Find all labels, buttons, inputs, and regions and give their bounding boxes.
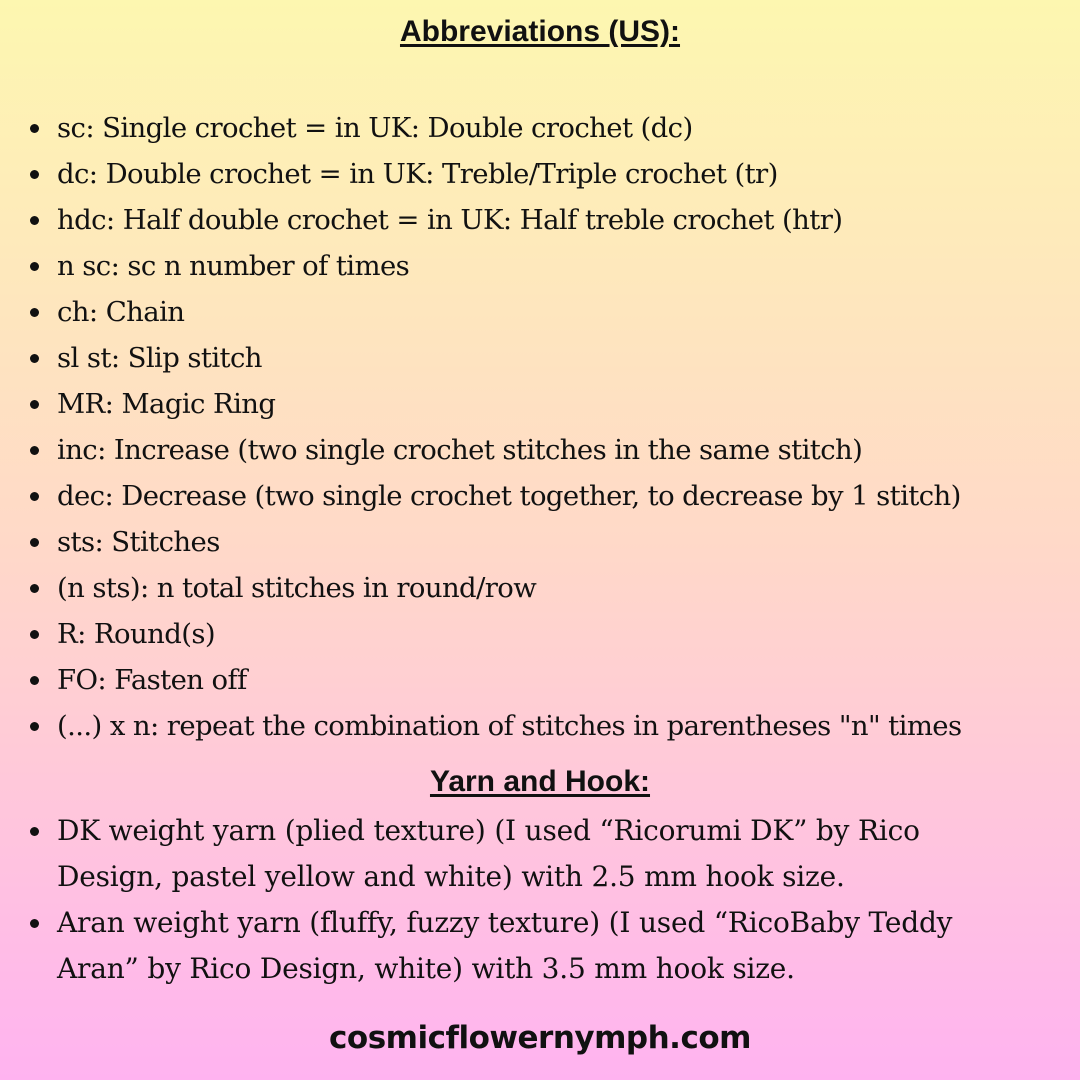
list-item-text: R: Round(s) <box>57 618 215 650</box>
list-item-text: FO: Fasten off <box>57 664 247 696</box>
bullet-icon <box>30 400 39 409</box>
list-item <box>0 473 1080 519</box>
bullet-icon <box>30 919 39 928</box>
bullet-icon <box>30 170 39 179</box>
list-item-text: dec: Decrease (two single crochet together, to decrease by 1 stitch) <box>57 480 961 512</box>
bullet-icon <box>30 827 39 836</box>
list-item-text: ch: Chain <box>57 296 185 328</box>
abbreviations-heading: Abbreviations (US): <box>399 15 681 48</box>
list-item <box>0 197 1080 243</box>
list-item <box>0 657 1080 703</box>
list-item-text: Aran weight yarn (fluffy, fuzzy texture) (I used “RicoBaby Teddy Aran” by Rico Design, white) with 3.5 mm hook size. <box>57 906 953 985</box>
list-item-text: DK weight yarn (plied texture) (I used “Ricorumi DK” by Rico Design, pastel yellow and white) with 2.5 mm hook size. <box>57 814 920 893</box>
list-item-text: (...) x n: repeat the combination of stitches in parentheses "n" times <box>57 710 962 742</box>
list-item-text: hdc: Half double crochet = in UK: Half treble crochet (htr) <box>57 204 843 236</box>
bullet-icon <box>30 538 39 547</box>
bullet-icon <box>30 630 39 639</box>
list-item-text: (n sts): n total stitches in round/row <box>57 572 537 604</box>
website-footer: cosmicflowernymph.com <box>329 1020 751 1056</box>
yarn-and-hook-list <box>0 808 1080 992</box>
list-item-text: MR: Magic Ring <box>57 388 276 420</box>
list-item <box>0 703 1080 749</box>
list-item <box>0 105 1080 151</box>
abbreviations-list <box>0 105 1080 749</box>
bullet-icon <box>30 262 39 271</box>
yarn-and-hook-heading: Yarn and Hook: <box>429 765 651 798</box>
bullet-icon <box>30 676 39 685</box>
list-item-text: sts: Stitches <box>57 526 220 558</box>
list-item-text: inc: Increase (two single crochet stitches in the same stitch) <box>57 434 863 466</box>
list-item <box>0 611 1080 657</box>
list-item <box>0 427 1080 473</box>
list-item <box>0 565 1080 611</box>
list-item-text: sc: Single crochet = in UK: Double crochet (dc) <box>57 112 693 144</box>
list-item <box>0 335 1080 381</box>
list-item <box>0 519 1080 565</box>
list-item <box>0 381 1080 427</box>
list-item <box>0 243 1080 289</box>
bullet-icon <box>30 216 39 225</box>
bullet-icon <box>30 308 39 317</box>
list-item <box>0 289 1080 335</box>
list-item-text: dc: Double crochet = in UK: Treble/Triple crochet (tr) <box>57 158 778 190</box>
bullet-icon <box>30 124 39 133</box>
bullet-icon <box>30 584 39 593</box>
list-item <box>0 151 1080 197</box>
list-item <box>0 900 1017 992</box>
bullet-icon <box>30 492 39 501</box>
bullet-icon <box>30 446 39 455</box>
list-item <box>0 808 1017 900</box>
list-item-text: sl st: Slip stitch <box>57 342 262 374</box>
bullet-icon <box>30 354 39 363</box>
list-item-text: n sc: sc n number of times <box>57 250 410 282</box>
bullet-icon <box>30 722 39 731</box>
